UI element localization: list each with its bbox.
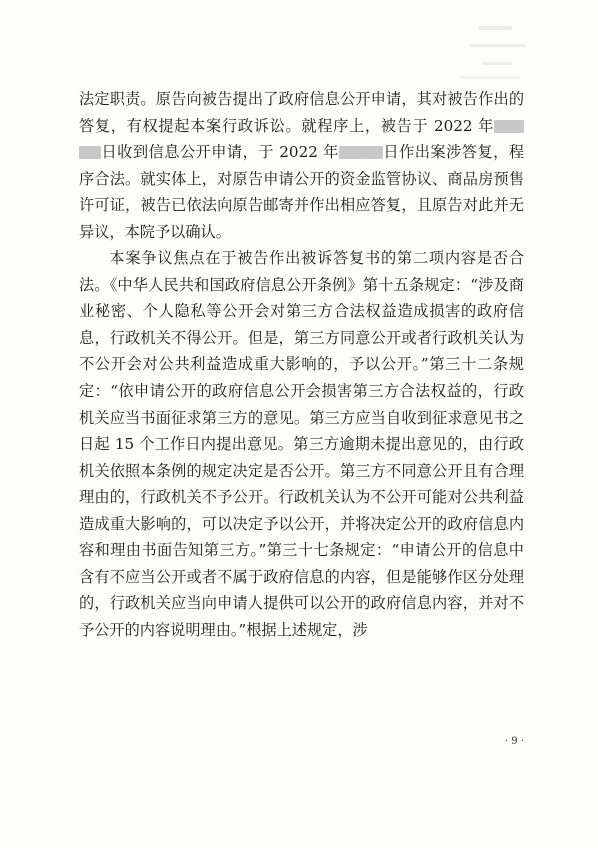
bleed-through-mark: [460, 76, 520, 79]
paragraph-1-part-b: 日收到信息公开申请，于 2022 年: [101, 143, 339, 162]
redaction-block: [494, 120, 524, 133]
document-body: [79, 86, 524, 643]
paragraph-2: 本案争议焦点在于被告作出被诉答复书的第二项内容是否合法。《中华人民共和国政府信息公开条例》第十五条规定：“涉及商业秘密、个人隐私等公开会对第三方合法权益造成损害的政府信息，行政机关不得公开。但是，第三方同意公开或者行政机关认为不公开会对公共利益造成重大影响的，予以公开。”第三十二条规定：“依申请公开的政府信息公开会损害第三方合法权益的，行政机关应当书面征求第三方的意见。第三方应当自收到征求意见书之日起 15 个工作日内提出意见。第三方逾期未提出意见的，由行政机关依照本条例的规定决定是否公开。第三方不同意公开且有合理理由的，行政机关不予公开。行政机关认为不公开可能对公共利益造成重大影响的，可以决定予以公开，并将决定公开的政府信息内容和理由书面告知第三方。”第三十七条规定：“申请公开的信息中含有不应当公开或者不属于政府信息的内容，但是能够作区分处理的，行政机关应当向申请人提供可以公开的政府信息内容，并对不予公开的内容说明理由。”根据上述规定，涉: [79, 249, 524, 639]
paragraph-1-part-c: 日作出案涉答复，程序合法。就实体上，对原告申请公开的资金监管协议、商品房预售许可证，被告已依法向原告邮寄并作出相应答复，且原告对此并无异议，本院予以确认。: [79, 143, 525, 241]
bleed-through-mark: [478, 26, 512, 30]
bleed-through-mark: [470, 44, 526, 47]
paragraph-1-part-a: 法定职责。原告向被告提出了政府信息公开申请，其对被告作出的答复，有权提起本案行政诉讼。就程序上，被告于 2022 年: [79, 90, 524, 135]
bleed-through-mark: [482, 62, 512, 65]
redaction-block: [79, 146, 101, 159]
redaction-block: [339, 146, 361, 159]
paragraph-1: [79, 86, 524, 245]
page-number: · 9 ·: [504, 736, 524, 747]
redaction-block: [361, 146, 383, 159]
